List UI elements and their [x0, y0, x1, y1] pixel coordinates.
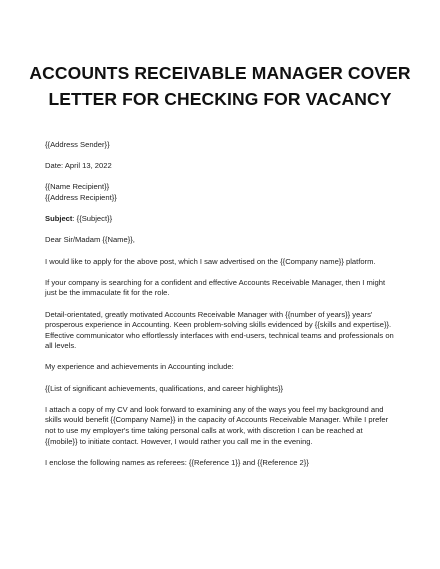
paragraph-3-line-3: Effective communicator who effortlessly interfaces with end-users, technical teams and professionals on — [45, 330, 394, 340]
paragraph-6-line-4: {{mobile}} to initiate contact. However, I would rather you call me in the evening. — [45, 436, 313, 446]
salutation: Dear Sir/Madam {{Name}}, — [45, 235, 135, 245]
letter-body — [45, 140, 415, 468]
subject-label: Subject — [45, 214, 73, 224]
paragraph-6-line-1: I attach a copy of my CV and look forward to examining any of the ways you feel my background and — [45, 404, 384, 414]
paragraph-3-line-1: Detail-orientated, greatly motivated Accounts Receivable Manager with {{number of years}} years' — [45, 309, 373, 319]
document-title — [20, 60, 420, 112]
paragraph-7: I enclose the following names as referees: {{Reference 1}} and {{Reference 2}} — [45, 457, 309, 467]
paragraph-2-line-1: If your company is searching for a confident and effective Accounts Receivable Manager, then I might — [45, 277, 386, 287]
paragraph-2-line-2: just be the immaculate fit for the role. — [45, 288, 170, 298]
title-line-2: LETTER FOR CHECKING FOR VACANCY — [48, 89, 392, 109]
paragraph-1: I would like to apply for the above post, which I saw advertised on the {{Company name}} platform. — [45, 256, 376, 266]
subject-line — [45, 214, 415, 225]
subject-value: : {{Subject}} — [72, 214, 113, 224]
address-recipient: {{Address Recipient}} — [45, 192, 117, 202]
paragraph-3-line-4: all levels. — [45, 341, 77, 351]
paragraph-6-line-3: not to use my employer's time taking personal calls at work, with discretion I can be reached at — [45, 426, 363, 436]
address-sender: {{Address Sender}} — [45, 140, 110, 149]
paragraph-3-line-2: prosperous experience in Accounting. Keen problem-solving skills evidenced by {{skills and expertise}}. — [45, 320, 392, 330]
paragraph-6-line-2: skills would benefit {{Company Name}} in the capacity of Accounts Receivable Manager. While I prefer — [45, 415, 389, 425]
title-line-1: ACCOUNTS RECEIVABLE MANAGER COVER — [29, 63, 411, 83]
paragraph-4: My experience and achievements in Accounting include: — [45, 362, 234, 372]
name-recipient: {{Name Recipient}} — [45, 182, 110, 192]
paragraph-5: {{List of significant achievements, qualifications, and career highlights}} — [45, 383, 284, 393]
letter-date: Date: April 13, 2022 — [45, 161, 112, 171]
